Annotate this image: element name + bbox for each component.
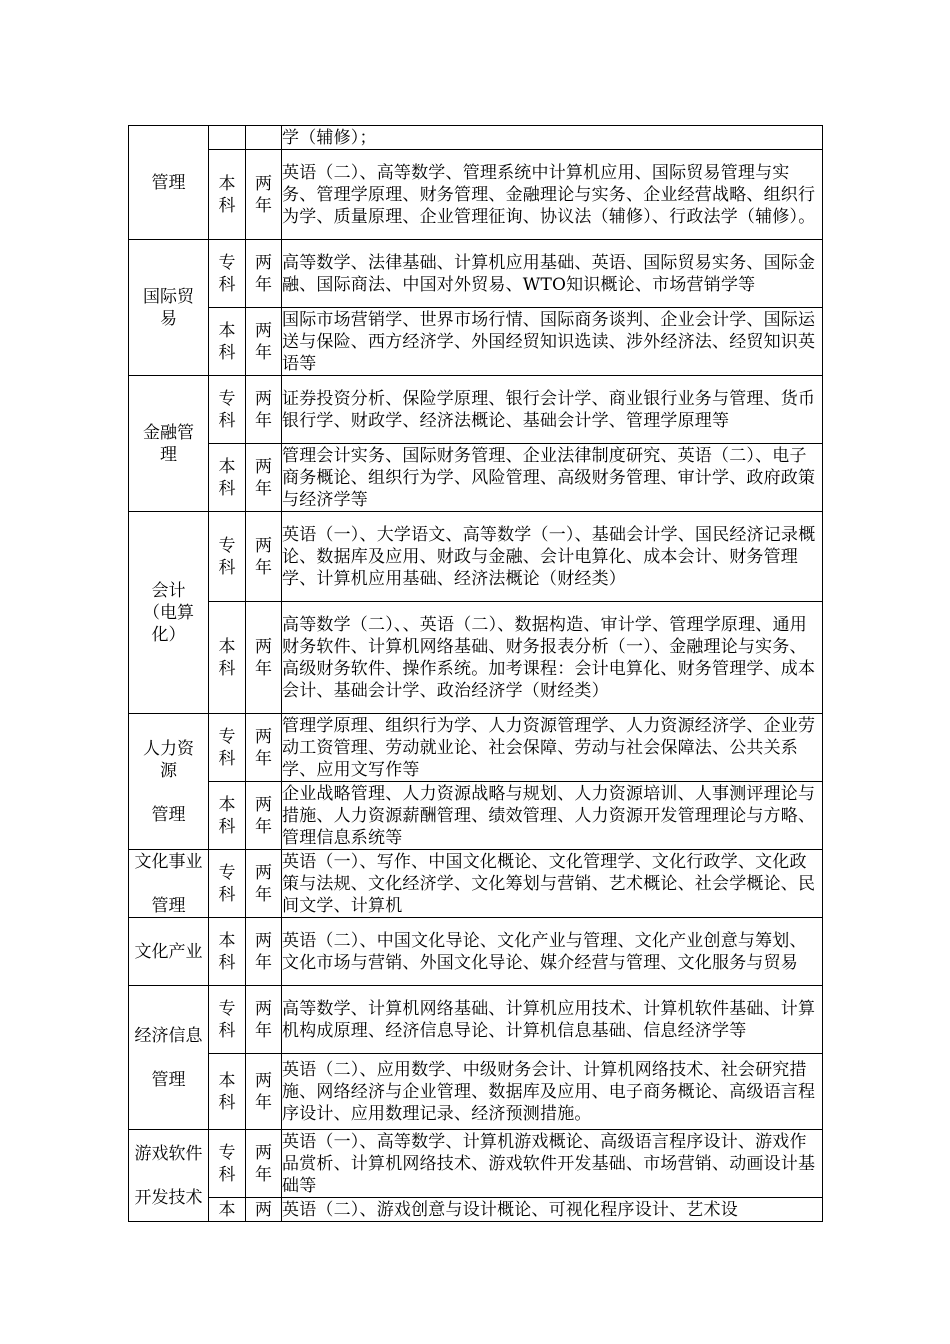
duration-cell: 两 年 — [246, 240, 282, 308]
duration-cell: 两 年 — [246, 918, 282, 986]
table-row — [129, 512, 823, 602]
level-cell — [209, 126, 246, 150]
duration-cell: 两 年 — [246, 444, 282, 512]
table-row — [129, 714, 823, 782]
major-cell: 文化产业 — [129, 918, 209, 986]
level-cell: 本 科 — [209, 602, 246, 714]
level-cell: 专 科 — [209, 850, 246, 918]
major-cell: 游戏软件 开发技术 — [129, 1130, 209, 1222]
table-row — [129, 986, 823, 1054]
courses-cell: 管理会计实务、国际财务管理、企业法律制度研究、英语（二）、电子商务概论、组织行为学、风险管理、高级财务管理、审计学、政府政策与经济学等 — [282, 444, 823, 512]
courses-cell: 英语（一）、大学语文、高等数学（一）、基础会计学、国民经济记录概论、数据库及应用、财政与金融、会计电算化、成本会计、财务管理学、计算机应用基础、经济法概论（财经类） — [282, 512, 823, 602]
courses-cell: 管理学原理、组织行为学、人力资源管理学、人力资源经济学、企业劳动工资管理、劳动就业论、社会保障、劳动与社会保障法、公共关系学、应用文写作等 — [282, 714, 823, 782]
table-row — [129, 376, 823, 444]
table-row — [129, 240, 823, 308]
level-cell: 专 科 — [209, 240, 246, 308]
courses-cell: 高等数学（二）、、英语（二）、数据构造、审计学、管理学原理、通用财务软件、计算机网络基础、财务报表分析（一）、金融理论与实务、高级财务软件、操作系统。加考课程：会计电算化、财务管理学、成本会计、基础会计学、政治经济学（财经类） — [282, 602, 823, 714]
table-row — [129, 850, 823, 918]
major-cell: 经济信息 管理 — [129, 986, 209, 1130]
duration-cell: 两 年 — [246, 512, 282, 602]
level-cell: 专 科 — [209, 986, 246, 1054]
table-row — [129, 918, 823, 986]
level-cell: 本 科 — [209, 308, 246, 376]
table-row — [129, 444, 823, 512]
course-table — [128, 125, 823, 1222]
level-cell: 本 科 — [209, 782, 246, 850]
table-row — [129, 1130, 823, 1198]
table-row — [129, 782, 823, 850]
courses-cell: 英语（二）、游戏创意与设计概论、可视化程序设计、艺术设 — [282, 1198, 823, 1222]
courses-cell: 英语（二）、中国文化导论、文化产业与管理、文化产业创意与筹划、文化市场与营销、外国文化导论、媒介经营与管理、文化服务与贸易 — [282, 918, 823, 986]
duration-cell: 两 年 — [246, 150, 282, 240]
courses-cell: 国际市场营销学、世界市场行情、国际商务谈判、企业会计学、国际运送与保险、西方经济学、外国经贸知识选读、涉外经济法、经贸知识英语等 — [282, 308, 823, 376]
level-cell: 专 科 — [209, 714, 246, 782]
courses-cell: 英语（一）、高等数学、计算机游戏概论、高级语言程序设计、游戏作品赏析、计算机网络技术、游戏软件开发基础、市场营销、动画设计基础等 — [282, 1130, 823, 1198]
level-cell: 专 科 — [209, 376, 246, 444]
level-cell: 本 — [209, 1198, 246, 1222]
major-cell: 人力资 源 管理 — [129, 714, 209, 850]
major-cell: 金融管 理 — [129, 376, 209, 512]
duration-cell: 两 年 — [246, 602, 282, 714]
courses-cell: 证券投资分析、保险学原理、银行会计学、商业银行业务与管理、货币银行学、财政学、经济法概论、基础会计学、管理学原理等 — [282, 376, 823, 444]
major-cell: 文化事业 管理 — [129, 850, 209, 918]
courses-cell: 高等数学、计算机网络基础、计算机应用技术、计算机软件基础、计算机构成原理、经济信息导论、计算机信息基础、信息经济学等 — [282, 986, 823, 1054]
duration-cell: 两 — [246, 1198, 282, 1222]
courses-cell: 英语（二）、高等数学、管理系统中计算机应用、国际贸易管理与实务、管理学原理、财务管理、金融理论与实务、企业经营战略、组织行为学、质量原理、企业管理征询、协议法（辅修）、行政法学（辅修）。 — [282, 150, 823, 240]
table-row — [129, 602, 823, 714]
duration-cell: 两 年 — [246, 1054, 282, 1130]
major-cell: 国际贸 易 — [129, 240, 209, 376]
duration-cell — [246, 126, 282, 150]
major-cell: 会计 （电算 化） — [129, 512, 209, 714]
level-cell: 本 科 — [209, 150, 246, 240]
courses-cell: 英语（二）、应用数学、中级财务会计、计算机网络技术、社会研究措施、网络经济与企业管理、数据库及应用、电子商务概论、高级语言程序设计、应用数理记录、经济预测措施。 — [282, 1054, 823, 1130]
table-row — [129, 126, 823, 150]
table-row — [129, 150, 823, 240]
courses-cell: 英语（一）、写作、中国文化概论、文化管理学、文化行政学、文化政策与法规、文化经济学、文化筹划与营销、艺术概论、社会学概论、民间文学、计算机 — [282, 850, 823, 918]
major-cell: 管理 — [129, 126, 209, 240]
level-cell: 本 科 — [209, 444, 246, 512]
level-cell: 专 科 — [209, 1130, 246, 1198]
duration-cell: 两 年 — [246, 850, 282, 918]
duration-cell: 两 年 — [246, 1130, 282, 1198]
duration-cell: 两 年 — [246, 714, 282, 782]
table-row — [129, 1054, 823, 1130]
table-row — [129, 308, 823, 376]
duration-cell: 两 年 — [246, 308, 282, 376]
courses-cell: 学（辅修）； — [282, 126, 823, 150]
duration-cell: 两 年 — [246, 986, 282, 1054]
courses-cell: 高等数学、法律基础、计算机应用基础、英语、国际贸易实务、国际金融、国际商法、中国对外贸易、WTO知识概论、市场营销学等 — [282, 240, 823, 308]
duration-cell: 两 年 — [246, 376, 282, 444]
duration-cell: 两 年 — [246, 782, 282, 850]
table-row — [129, 1198, 823, 1222]
level-cell: 专 科 — [209, 512, 246, 602]
level-cell: 本 科 — [209, 918, 246, 986]
courses-cell: 企业战略管理、人力资源战略与规划、人力资源培训、人事测评理论与措施、人力资源薪酬管理、绩效管理、人力资源开发管理理论与方略、管理信息系统等 — [282, 782, 823, 850]
level-cell: 本 科 — [209, 1054, 246, 1130]
